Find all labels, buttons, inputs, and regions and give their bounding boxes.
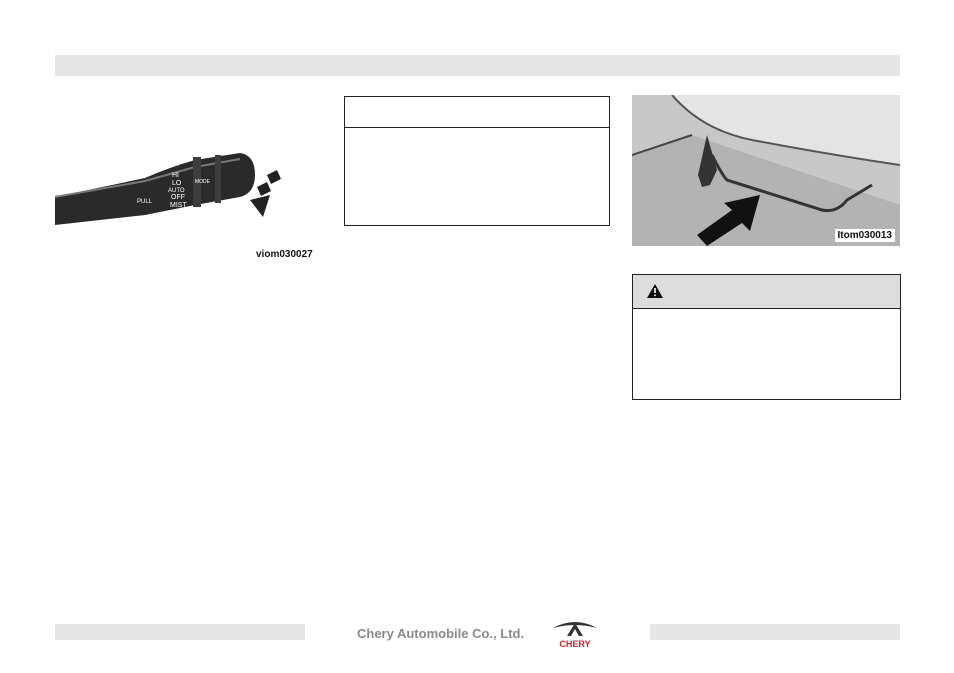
lever-label-hi: HI bbox=[172, 172, 179, 179]
footer-company-name: Chery Automobile Co., Ltd. bbox=[357, 626, 525, 641]
note-box bbox=[344, 96, 610, 226]
lever-label-off: OFF bbox=[171, 194, 185, 201]
chery-logo-text: CHERY bbox=[559, 639, 591, 649]
figure-code-seat: Itom030013 bbox=[835, 229, 895, 242]
note-box-header bbox=[345, 97, 609, 128]
warning-triangle-icon bbox=[647, 284, 663, 298]
footer-bar-right bbox=[650, 624, 900, 640]
chery-logo bbox=[549, 618, 601, 650]
warning-box-header bbox=[633, 275, 900, 309]
lever-label-mode: MODE bbox=[195, 179, 210, 185]
page-header-bar bbox=[55, 55, 900, 76]
footer-bar-left bbox=[55, 624, 305, 640]
lever-label-mist: MIST bbox=[170, 202, 187, 209]
lever-label-pull: PULL bbox=[137, 199, 153, 205]
lever-label-lo: LO bbox=[172, 180, 182, 187]
warning-box bbox=[632, 274, 901, 400]
figure-code-lever: viom030027 bbox=[256, 249, 313, 260]
wiper-lever-illustration bbox=[55, 145, 320, 260]
under-seat-illustration bbox=[632, 95, 900, 246]
lever-label-auto: AUTO bbox=[168, 188, 185, 194]
